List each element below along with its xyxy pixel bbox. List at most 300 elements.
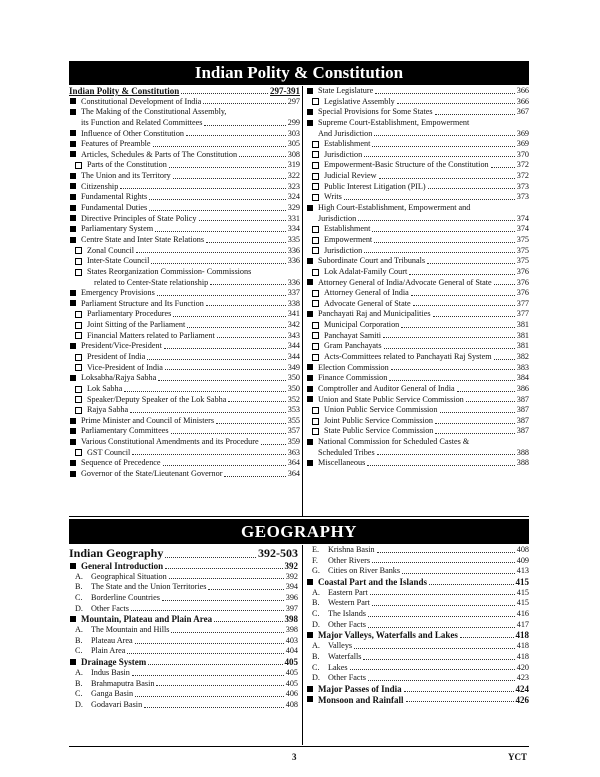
toc-entry[interactable]	[306, 545, 529, 556]
toc-entry[interactable]	[306, 129, 529, 140]
toc-entry-page: 376	[516, 266, 529, 276]
toc-entry[interactable]	[306, 171, 529, 182]
dot-leader	[401, 327, 514, 328]
toc-entry[interactable]	[69, 384, 300, 395]
toc-entry-title: The Union and its Territory	[81, 171, 171, 181]
bullet-icon	[70, 109, 76, 115]
dot-leader	[440, 412, 515, 413]
dot-leader	[377, 552, 515, 553]
dot-leader	[372, 231, 514, 232]
toc-entry[interactable]	[69, 182, 300, 193]
toc-entry[interactable]	[69, 689, 298, 700]
toc-entry[interactable]	[69, 625, 298, 636]
toc-entry-page: 418	[516, 641, 529, 651]
toc-entry-page: 415	[515, 577, 529, 588]
toc-entry-title: Plain Area	[91, 646, 126, 656]
dot-leader	[391, 369, 515, 370]
toc-entry[interactable]	[306, 437, 529, 448]
toc-entry[interactable]	[306, 331, 529, 342]
toc-entry[interactable]	[69, 572, 298, 583]
toc-entry-title: Constitutional Development of India	[81, 96, 202, 106]
toc-entry-title: Major Passes of India	[318, 683, 402, 694]
toc-entry-page: 366	[516, 96, 529, 106]
toc-entry[interactable]	[69, 192, 300, 203]
checkbox-bullet-icon	[312, 194, 319, 201]
toc-entry[interactable]	[306, 663, 529, 674]
dot-leader	[136, 252, 286, 253]
toc-entry[interactable]	[69, 647, 298, 658]
entry-letter: A.	[312, 641, 320, 651]
column-divider	[302, 545, 303, 745]
toc-entry-title: Governor of the State/Lieutenant Governor	[81, 469, 223, 479]
dot-leader	[374, 242, 515, 243]
dot-leader	[457, 391, 515, 392]
toc-entry[interactable]	[69, 373, 300, 384]
bullet-icon	[307, 205, 313, 211]
toc-entry-page: 367	[516, 107, 529, 117]
toc-entry[interactable]	[306, 427, 529, 438]
dot-leader	[368, 627, 515, 628]
toc-entry-title: Special Provisions for Some States	[318, 107, 433, 117]
bullet-icon	[70, 98, 76, 104]
toc-entry[interactable]	[306, 278, 529, 289]
toc-entry[interactable]	[306, 395, 529, 406]
toc-entry[interactable]	[306, 566, 529, 577]
toc-entry[interactable]	[69, 160, 300, 171]
dot-leader	[165, 369, 286, 370]
toc-entry-title: Scheduled Tribes	[318, 447, 375, 457]
toc-entry-page: 418	[516, 651, 529, 661]
toc-entry-page: 403	[285, 635, 298, 645]
bullet-icon	[70, 300, 76, 306]
toc-entry[interactable]	[69, 107, 300, 118]
dot-leader	[120, 188, 285, 189]
checkbox-bullet-icon	[312, 247, 319, 254]
toc-entry-title: Attorney General of India/Advocate General of State	[318, 277, 492, 287]
toc-entry[interactable]	[69, 150, 300, 161]
toc-entry[interactable]	[306, 458, 529, 469]
toc-entry[interactable]	[306, 246, 529, 257]
toc-entry[interactable]	[306, 224, 529, 235]
toc-entry[interactable]	[69, 363, 300, 374]
toc-entry[interactable]	[69, 416, 300, 427]
bullet-icon	[307, 279, 313, 285]
checkbox-bullet-icon	[75, 396, 82, 403]
toc-entry[interactable]	[306, 405, 529, 416]
dot-leader	[208, 589, 283, 590]
toc-entry[interactable]	[69, 352, 300, 363]
dot-leader	[368, 616, 515, 617]
toc-entry[interactable]	[69, 405, 300, 416]
toc-entry[interactable]	[306, 288, 529, 299]
dot-leader	[372, 146, 514, 147]
dot-leader	[156, 685, 283, 686]
dot-leader	[409, 274, 514, 275]
toc-entry-title: Election Commission	[318, 362, 389, 372]
toc-entry-page: 394	[285, 582, 298, 592]
toc-entry[interactable]	[69, 278, 300, 289]
toc-entry[interactable]	[306, 652, 529, 663]
toc-entry-page: 409	[516, 555, 529, 565]
toc-entry[interactable]	[306, 86, 529, 97]
bullet-icon	[307, 120, 313, 126]
toc-entry[interactable]	[306, 373, 529, 384]
toc-entry[interactable]	[306, 556, 529, 567]
toc-entry[interactable]	[306, 352, 529, 363]
entry-letter: A.	[75, 625, 83, 635]
toc-entry-page: 297-391	[270, 86, 300, 96]
toc-entry-title: Attorney General of India	[324, 288, 409, 298]
toc-entry-title: President/Vice-President	[81, 341, 162, 351]
toc-entry-title: Influence of Other Constitution	[81, 128, 185, 138]
dot-leader	[375, 93, 514, 94]
toc-entry-page: 359	[287, 437, 300, 447]
toc-entry-title: Union and State Public Service Commission	[318, 394, 464, 404]
dot-leader	[354, 648, 515, 649]
toc-entry-title: The Making of the Constitutional Assembly,	[81, 107, 227, 117]
toc-entry[interactable]	[306, 150, 529, 161]
bullet-icon	[70, 130, 76, 136]
toc-entry[interactable]	[69, 86, 300, 97]
checkbox-bullet-icon	[312, 226, 319, 233]
dot-leader	[413, 305, 515, 306]
toc-entry[interactable]	[306, 695, 529, 706]
entry-letter: B.	[75, 678, 83, 688]
geography-section-banner: GEOGRAPHY	[69, 519, 529, 544]
bullet-icon	[70, 439, 76, 445]
dot-leader	[429, 584, 513, 585]
toc-entry-title: Vice-President of India	[87, 362, 163, 372]
toc-entry[interactable]	[69, 320, 300, 331]
toc-entry-page: 381	[516, 320, 529, 330]
toc-entry-page: 417	[516, 619, 529, 629]
checkbox-bullet-icon	[75, 354, 82, 361]
bullet-icon	[307, 460, 313, 466]
entry-letter: A.	[75, 571, 83, 581]
toc-entry[interactable]	[69, 246, 300, 257]
toc-entry[interactable]	[69, 309, 300, 320]
section-divider	[69, 516, 529, 517]
toc-entry[interactable]	[69, 636, 298, 647]
toc-entry-title: High Court-Establishment, Empowerment and	[318, 203, 471, 213]
toc-entry[interactable]	[306, 320, 529, 331]
toc-entry-title: Lok Adalat-Family Court	[324, 266, 408, 276]
polity-left-column	[69, 86, 300, 480]
toc-entry[interactable]	[69, 700, 298, 711]
toc-entry[interactable]	[306, 620, 529, 631]
toc-entry-title: Borderline Countries	[91, 593, 160, 603]
toc-entry[interactable]	[306, 448, 529, 459]
toc-entry[interactable]	[69, 267, 300, 278]
toc-entry-title: Jurisdiction	[324, 149, 363, 159]
bullet-icon	[70, 237, 76, 243]
dot-leader	[435, 423, 515, 424]
toc-entry-title: National Commission for Scheduled Castes &	[318, 437, 470, 447]
toc-entry-page: 373	[516, 192, 529, 202]
toc-entry[interactable]	[306, 107, 529, 118]
toc-entry[interactable]	[69, 448, 300, 459]
dot-leader	[370, 594, 515, 595]
toc-entry[interactable]	[306, 641, 529, 652]
dot-leader	[124, 391, 285, 392]
toc-entry-page: 303	[287, 128, 300, 138]
dot-leader	[157, 295, 286, 296]
dot-leader	[377, 454, 515, 455]
toc-entry[interactable]	[69, 469, 300, 480]
dot-leader	[216, 423, 286, 424]
toc-entry[interactable]	[306, 160, 529, 171]
toc-entry[interactable]	[306, 235, 529, 246]
bullet-icon	[307, 686, 313, 692]
toc-entry[interactable]	[306, 673, 529, 684]
entry-letter: A.	[312, 587, 320, 597]
dot-leader	[151, 263, 285, 264]
dot-leader	[372, 605, 515, 606]
toc-entry-page: 336	[287, 256, 300, 266]
bullet-icon	[70, 290, 76, 296]
toc-entry-title: State Public Service Commission	[324, 426, 434, 436]
toc-entry-page: 352	[287, 394, 300, 404]
toc-entry-page: 404	[285, 646, 298, 656]
toc-entry[interactable]	[306, 609, 529, 620]
toc-entry-title: Sequence of Precedence	[81, 458, 161, 468]
bullet-icon	[307, 386, 313, 392]
toc-entry[interactable]	[69, 214, 300, 225]
toc-entry-title: Lakes	[328, 662, 348, 672]
toc-entry-title: Indian Geography	[69, 546, 164, 560]
page-number: 3	[292, 752, 297, 762]
toc-entry-page: 343	[287, 330, 300, 340]
toc-entry-page: 372	[516, 160, 529, 170]
dot-leader	[384, 348, 515, 349]
bullet-icon	[70, 141, 76, 147]
toc-entry-title: Zonal Council	[87, 245, 135, 255]
toc-entry-title: Valleys	[328, 641, 353, 651]
dot-leader	[372, 562, 515, 563]
toc-entry-title: Emergency Provisions	[81, 288, 155, 298]
toc-entry-title: Brahmaputra Basin	[91, 678, 155, 688]
dot-leader	[158, 380, 285, 381]
toc-entry-title: The Mountain and Hills	[91, 625, 170, 635]
toc-entry[interactable]	[306, 214, 529, 225]
toc-entry-title: Municipal Corporation	[324, 320, 400, 330]
toc-entry-title: Cities on River Banks	[328, 566, 401, 576]
toc-entry[interactable]	[69, 299, 300, 310]
toc-entry[interactable]	[69, 561, 298, 572]
toc-entry[interactable]	[306, 139, 529, 150]
toc-entry-title: States Reorganization Commission- Commissions	[87, 266, 252, 276]
toc-entry-title: Krishna Basin	[328, 545, 375, 554]
bullet-icon	[70, 659, 76, 665]
toc-entry[interactable]	[306, 631, 529, 642]
toc-entry-page: 373	[516, 181, 529, 191]
toc-entry[interactable]	[306, 97, 529, 108]
dot-leader	[144, 707, 284, 708]
entry-letter: F.	[312, 555, 318, 565]
toc-entry[interactable]	[306, 384, 529, 395]
toc-entry[interactable]	[69, 331, 300, 342]
toc-entry[interactable]	[306, 577, 529, 588]
toc-entry-title: its Function and Related Committees	[81, 117, 203, 127]
toc-entry-title: Advocate General of State	[324, 298, 411, 308]
dot-leader	[460, 637, 514, 638]
toc-entry[interactable]	[306, 588, 529, 599]
toc-entry[interactable]	[69, 129, 300, 140]
entry-letter: B.	[75, 635, 83, 645]
toc-entry[interactable]	[69, 97, 300, 108]
toc-entry-page: 324	[287, 192, 300, 202]
bullet-icon	[70, 460, 76, 466]
toc-entry[interactable]	[69, 614, 298, 625]
toc-entry[interactable]	[69, 224, 300, 235]
toc-entry-title: Miscellaneous	[318, 458, 366, 468]
toc-entry-title: Directive Principles of State Policy	[81, 213, 197, 223]
toc-entry[interactable]	[69, 657, 298, 668]
toc-entry[interactable]	[306, 192, 529, 203]
dot-leader	[171, 433, 286, 434]
toc-entry-page: 387	[516, 415, 529, 425]
dot-leader	[494, 359, 515, 360]
checkbox-bullet-icon	[312, 322, 319, 329]
dot-leader	[224, 476, 285, 477]
toc-entry-page: 350	[287, 373, 300, 383]
toc-entry-page: 336	[287, 245, 300, 255]
toc-entry-title: Eastern Part	[328, 587, 368, 597]
polity-section-banner: Indian Polity & Constitution	[69, 61, 529, 85]
toc-entry[interactable]	[306, 118, 529, 129]
bullet-icon	[70, 173, 76, 179]
toc-entry-page: 386	[516, 383, 529, 393]
toc-entry-page: 420	[516, 662, 529, 672]
toc-entry[interactable]	[306, 203, 529, 214]
dot-leader	[404, 691, 514, 692]
toc-entry-page: 418	[515, 630, 529, 641]
toc-entry[interactable]	[306, 363, 529, 374]
toc-entry-page: 366	[516, 86, 529, 95]
toc-entry[interactable]	[306, 416, 529, 427]
dot-leader	[165, 568, 282, 569]
checkbox-bullet-icon	[75, 386, 82, 393]
toc-entry[interactable]	[69, 668, 298, 679]
toc-entry-page: 423	[516, 673, 529, 683]
toc-entry-page: 376	[516, 277, 529, 287]
dot-leader	[358, 220, 515, 221]
toc-entry-page: 415	[516, 598, 529, 608]
dot-leader	[130, 412, 286, 413]
bullet-icon	[70, 205, 76, 211]
toc-entry-title: Parliamentary Committees	[81, 426, 169, 436]
toc-entry-page: 375	[516, 245, 529, 255]
toc-entry-title: Parts of the Constitution	[87, 160, 167, 170]
toc-entry[interactable]	[69, 395, 300, 406]
toc-entry-page: 415	[516, 587, 529, 597]
dot-leader	[149, 199, 286, 200]
toc-entry[interactable]	[69, 582, 298, 593]
toc-entry[interactable]	[306, 256, 529, 267]
toc-entry-page: 336	[287, 277, 300, 287]
checkbox-bullet-icon	[75, 407, 82, 414]
entry-letter: C.	[312, 662, 320, 672]
toc-entry[interactable]	[306, 598, 529, 609]
bullet-icon	[70, 616, 76, 622]
dot-leader	[206, 242, 286, 243]
toc-entry[interactable]	[69, 545, 298, 561]
toc-entry[interactable]	[69, 203, 300, 214]
toc-entry[interactable]	[69, 427, 300, 438]
checkbox-bullet-icon	[312, 183, 319, 190]
bullet-icon	[307, 258, 313, 264]
toc-entry[interactable]	[69, 458, 300, 469]
toc-entry-page: 377	[516, 298, 529, 308]
dot-leader	[149, 210, 286, 211]
toc-entry[interactable]	[69, 171, 300, 182]
dot-leader	[389, 380, 514, 381]
checkbox-bullet-icon	[75, 364, 82, 371]
toc-entry-page: 376	[516, 288, 529, 298]
bullet-icon	[307, 375, 313, 381]
toc-entry-title: Panchayat Samiti	[324, 330, 382, 340]
toc-entry-page: 364	[287, 469, 300, 479]
bullet-icon	[70, 428, 76, 434]
toc-entry[interactable]	[69, 679, 298, 690]
toc-entry-title: Fundamental Rights	[81, 192, 148, 202]
toc-entry[interactable]	[69, 604, 298, 615]
dot-leader	[214, 621, 282, 622]
bullet-icon	[307, 396, 313, 402]
toc-entry[interactable]	[69, 341, 300, 352]
toc-entry-title: Subordinate Court and Tribunals	[318, 256, 426, 266]
toc-entry-title: Supreme Court-Establishment, Empowerment	[318, 117, 470, 127]
checkbox-bullet-icon	[75, 332, 82, 339]
checkbox-bullet-icon	[312, 151, 319, 158]
dot-leader	[364, 252, 515, 253]
toc-entry[interactable]	[306, 341, 529, 352]
toc-entry[interactable]	[69, 235, 300, 246]
entry-letter: B.	[75, 582, 83, 592]
toc-entry[interactable]	[306, 684, 529, 695]
toc-entry-page: 392	[285, 571, 298, 581]
dot-leader	[406, 701, 514, 702]
toc-entry[interactable]	[69, 256, 300, 267]
toc-entry-title: Other Facts	[328, 619, 366, 629]
toc-entry-page: 377	[516, 309, 529, 319]
geography-left-column	[69, 545, 298, 711]
toc-entry-title: Inter-State Council	[87, 256, 150, 266]
toc-entry[interactable]	[69, 593, 298, 604]
toc-entry[interactable]	[69, 139, 300, 150]
bullet-icon	[70, 375, 76, 381]
toc-entry[interactable]	[69, 288, 300, 299]
toc-entry[interactable]	[306, 299, 529, 310]
entry-letter: A.	[75, 667, 83, 677]
toc-entry[interactable]	[69, 118, 300, 129]
toc-entry-page: 406	[285, 689, 298, 699]
toc-entry[interactable]	[69, 437, 300, 448]
toc-entry-page: 334	[287, 224, 300, 234]
checkbox-bullet-icon	[75, 449, 82, 456]
toc-entry-page: 355	[287, 415, 300, 425]
checkbox-bullet-icon	[75, 269, 82, 276]
toc-entry[interactable]	[306, 309, 529, 320]
bullet-icon	[70, 418, 76, 424]
bullet-icon	[70, 183, 76, 189]
toc-entry[interactable]	[306, 267, 529, 278]
toc-entry-title: Financial Matters related to Parliament	[87, 330, 215, 340]
dot-leader	[153, 146, 286, 147]
dot-leader	[165, 557, 256, 558]
toc-entry[interactable]	[306, 182, 529, 193]
dot-leader	[397, 103, 515, 104]
